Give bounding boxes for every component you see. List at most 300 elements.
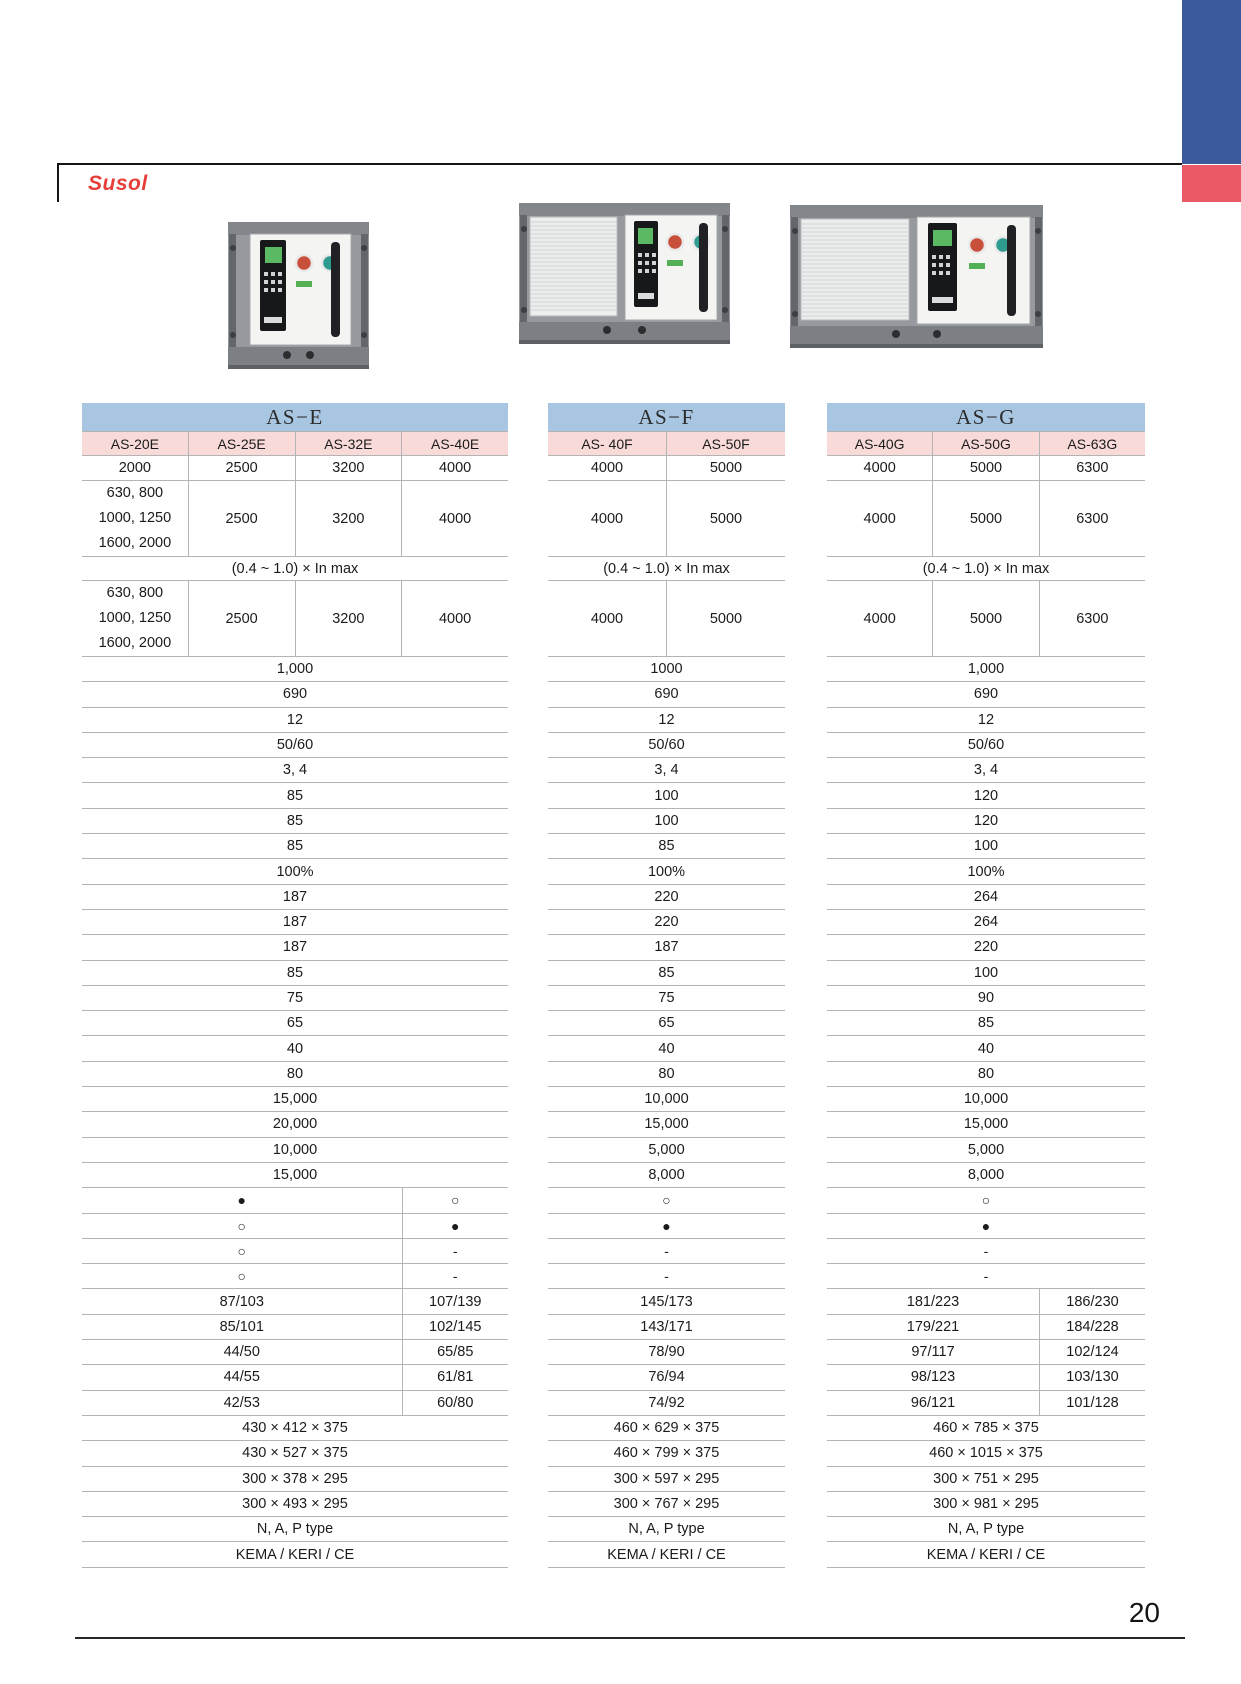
dimension-value: 430 × 527 × 375 [242, 1445, 348, 1462]
availability-cell-row [82, 1264, 508, 1289]
spec-row [827, 910, 1145, 935]
table-title-row [548, 403, 785, 432]
frame-current-row [548, 456, 785, 481]
spec-row [82, 1062, 508, 1087]
loss-value-cell: 42/53 [223, 1394, 260, 1411]
model-header: AS-20E [110, 435, 159, 452]
corner-accent-red [1182, 165, 1241, 202]
rated-current-row [82, 481, 508, 557]
spec-row [82, 809, 508, 834]
spec-row [82, 885, 508, 910]
spec-row [827, 657, 1145, 682]
spec-value: 264 [973, 914, 999, 931]
brand-logo: Susol [88, 172, 148, 195]
spec-row [82, 1138, 508, 1163]
spec-row [82, 935, 508, 960]
dimension-row [82, 1441, 508, 1466]
spec-row [82, 859, 508, 884]
dimension-row [827, 1416, 1145, 1441]
spec-row [827, 682, 1145, 707]
loss-value-cell: 44/55 [223, 1369, 260, 1386]
loss-value-cell-row [827, 1289, 1145, 1314]
rated-current-cell: 5000 [666, 481, 785, 556]
spec-row [548, 986, 785, 1011]
loss-value-cell: 145/173 [640, 1293, 693, 1310]
spec-value: 8,000 [648, 1167, 685, 1184]
spec-value: 75 [658, 990, 675, 1006]
dimension-value: 300 × 597 × 295 [613, 1470, 720, 1487]
model-header: AS-40G [854, 435, 905, 452]
availability-cell: - [664, 1242, 669, 1259]
spec-row [827, 733, 1145, 758]
frame-current-cell: 4000 [401, 456, 508, 480]
spec-value: 20,000 [272, 1116, 318, 1133]
setting-range-cell: (0.4 ~ 1.0) × In max [231, 560, 359, 577]
spec-row [548, 733, 785, 758]
spec-row [548, 657, 785, 682]
current-range-line: 1600, 2000 [98, 535, 172, 551]
frame-current-cell: 5000 [932, 456, 1038, 480]
model-header: AS-50F [666, 432, 785, 455]
availability-cell: ○ [981, 1192, 991, 1209]
spec-row [827, 783, 1145, 808]
spec-value: 220 [973, 939, 999, 956]
loss-value-cell-row [827, 1365, 1145, 1390]
current-range-line: 1000, 1250 [98, 510, 172, 526]
table-title: AS−E [266, 404, 324, 429]
product-photo-as-f [516, 197, 733, 353]
loss-value-cell: 186/230 [1039, 1289, 1145, 1313]
spec-row [548, 708, 785, 733]
spec-row [827, 885, 1145, 910]
dimension-row [827, 1441, 1145, 1466]
dimension-value: 300 × 493 × 295 [242, 1495, 348, 1512]
model-header: AS-63G [1039, 432, 1145, 455]
loss-value-cell: 102/124 [1039, 1340, 1145, 1364]
spec-value: 220 [654, 914, 679, 931]
table-title-row [827, 403, 1145, 432]
current-range-cell [82, 581, 188, 656]
spec-value: 85 [977, 1015, 995, 1032]
spec-row [827, 1036, 1145, 1061]
spec-value: 3, 4 [654, 762, 679, 779]
setting-range-row [827, 557, 1145, 581]
dimension-value: 300 × 378 × 295 [242, 1470, 348, 1487]
dimension-value: 460 × 1015 × 375 [929, 1445, 1043, 1462]
loss-value-cell: 60/80 [402, 1391, 509, 1415]
rated-current-cell: 4000 [401, 581, 508, 656]
spec-row [548, 1062, 785, 1087]
spec-value: 690 [973, 686, 999, 703]
spec-row [82, 1087, 508, 1112]
rated-current-row [548, 481, 785, 557]
availability-cell-row [548, 1264, 785, 1289]
availability-cell: - [983, 1268, 989, 1285]
spec-value: 100 [654, 812, 679, 829]
spec-value: 85 [658, 838, 675, 855]
dimension-row [548, 1492, 785, 1517]
spec-value: 40 [658, 1040, 675, 1057]
spec-row [827, 935, 1145, 960]
loss-value-cell-row [548, 1340, 785, 1365]
spec-row [82, 682, 508, 707]
availability-cell-row [827, 1214, 1145, 1239]
loss-value-cell: 181/223 [906, 1293, 960, 1310]
model-header: AS-25E [188, 432, 295, 455]
loss-value-cell: 184/228 [1039, 1315, 1145, 1339]
cert-value: KEMA / KERI / CE [607, 1546, 726, 1563]
availability-cell: ○ [237, 1268, 246, 1285]
spec-value: 80 [286, 1065, 304, 1082]
header-rule [57, 163, 1182, 165]
spec-row [548, 682, 785, 707]
availability-cell-row [827, 1264, 1145, 1289]
loss-value-cell: 143/171 [640, 1318, 693, 1335]
rated-current-cell: 4000 [863, 510, 896, 527]
spec-row [827, 708, 1145, 733]
availability-cell: - [402, 1239, 509, 1263]
spec-value: 1,000 [276, 661, 314, 678]
spec-value: 187 [282, 888, 308, 905]
frame-current-cell: 4000 [590, 460, 624, 476]
spec-value: 15,000 [963, 1116, 1009, 1133]
spec-row [827, 961, 1145, 986]
setting-range-row [548, 557, 785, 581]
availability-cell-row [82, 1188, 508, 1213]
availability-cell: - [664, 1268, 669, 1285]
spec-row [827, 1163, 1145, 1188]
availability-cell: ○ [662, 1192, 671, 1209]
model-header-row [548, 432, 785, 456]
table-title: AS−G [956, 404, 1016, 429]
setting-range-cell: (0.4 ~ 1.0) × In max [603, 560, 730, 577]
spec-row [82, 758, 508, 783]
current-range-line: 630, 800 [106, 485, 164, 501]
spec-value: 10,000 [644, 1091, 689, 1108]
spec-value: 65 [286, 1015, 304, 1032]
spec-value: 1000 [650, 661, 683, 678]
rated-current-cell: 2500 [188, 481, 295, 556]
rated-current-cell: 4000 [590, 610, 624, 627]
loss-value-cell-row [82, 1391, 508, 1416]
spec-value: 690 [654, 686, 679, 703]
availability-cell: ○ [237, 1242, 246, 1259]
spec-value: 100% [647, 863, 686, 880]
dimension-row [548, 1416, 785, 1441]
loss-value-cell: 102/145 [402, 1315, 509, 1339]
cert-row [827, 1542, 1145, 1567]
dimension-value: 300 × 751 × 295 [933, 1470, 1039, 1487]
loss-value-cell: 101/128 [1039, 1391, 1145, 1415]
spec-value: 65 [658, 1015, 675, 1032]
rated-current-row [548, 581, 785, 657]
spec-row [548, 961, 785, 986]
spec-row [827, 809, 1145, 834]
loss-value-cell: 44/50 [223, 1344, 260, 1361]
spec-value: 15,000 [272, 1091, 318, 1108]
spec-row [82, 1036, 508, 1061]
availability-cell-row [82, 1214, 508, 1239]
availability-cell: - [983, 1242, 989, 1259]
table-title: AS−F [638, 404, 695, 429]
spec-row [548, 859, 785, 884]
availability-cell-row [548, 1239, 785, 1264]
availability-cell: ● [237, 1192, 246, 1209]
type-row [82, 1517, 508, 1542]
frame-current-row [82, 456, 508, 481]
spec-value: 100% [276, 863, 314, 880]
spec-value: 100% [967, 863, 1005, 880]
spec-value: 5,000 [648, 1141, 685, 1158]
current-range-cell [82, 481, 188, 556]
dimension-row [82, 1492, 508, 1517]
availability-cell: ○ [237, 1217, 246, 1234]
setting-range-row [82, 557, 508, 581]
availability-cell: ● [981, 1217, 991, 1234]
rated-current-cell: 4000 [863, 610, 896, 627]
spec-value: 3, 4 [973, 762, 999, 779]
spec-row [82, 1011, 508, 1036]
spec-value: 90 [977, 990, 995, 1006]
spec-row [82, 834, 508, 859]
spec-value: 690 [282, 686, 308, 703]
spec-value: 3, 4 [282, 762, 308, 779]
availability-cell: - [402, 1264, 509, 1288]
spec-row [548, 910, 785, 935]
rated-current-cell: 3200 [295, 481, 402, 556]
page-number: 20 [1128, 1597, 1160, 1628]
rated-current-cell: 6300 [1039, 481, 1145, 556]
product-photo-as-e [225, 216, 372, 378]
spec-value: 10,000 [963, 1091, 1009, 1108]
spec-row [82, 708, 508, 733]
loss-value-cell-row [548, 1391, 785, 1416]
type-row [548, 1517, 785, 1542]
loss-value-cell: 65/85 [402, 1340, 509, 1364]
rated-current-cell: 4000 [401, 481, 508, 556]
spec-row [82, 910, 508, 935]
type-value: N, A, P type [256, 1521, 334, 1538]
current-range-line: 630, 800 [106, 585, 164, 601]
spec-row [82, 961, 508, 986]
spec-row [827, 1062, 1145, 1087]
frame-current-cell: 2000 [118, 460, 151, 476]
loss-value-cell: 97/117 [911, 1344, 955, 1361]
spec-value: 100 [973, 964, 999, 981]
loss-value-cell: 76/94 [648, 1369, 685, 1386]
type-value: N, A, P type [628, 1521, 705, 1538]
model-header-row [82, 432, 508, 456]
spec-row [827, 859, 1145, 884]
spec-row [827, 1087, 1145, 1112]
model-header-row [827, 432, 1145, 456]
spec-row [548, 758, 785, 783]
spec-row [548, 935, 785, 960]
spec-row [827, 834, 1145, 859]
frame-current-cell: 4000 [863, 460, 896, 476]
frame-current-cell: 6300 [1039, 456, 1145, 480]
spec-row [548, 885, 785, 910]
dimension-row [827, 1467, 1145, 1492]
frame-current-cell: 3200 [295, 456, 402, 480]
frame-current-row [827, 456, 1145, 481]
loss-value-cell-row [548, 1365, 785, 1390]
model-header: AS- 40F [581, 435, 633, 452]
dimension-row [827, 1492, 1145, 1517]
rated-current-cell: 5000 [932, 581, 1038, 656]
availability-cell-row [82, 1239, 508, 1264]
frame-current-cell: 2500 [188, 456, 295, 480]
loss-value-cell: 61/81 [402, 1365, 509, 1389]
rated-current-row [827, 481, 1145, 557]
spec-row [548, 1036, 785, 1061]
spec-value: 15,000 [644, 1116, 689, 1133]
table-as-g [827, 403, 1145, 1568]
footer-rule [75, 1637, 1185, 1639]
dimension-value: 430 × 412 × 375 [242, 1420, 348, 1437]
spec-row [548, 1087, 785, 1112]
cert-row [82, 1542, 508, 1567]
loss-value-cell: 107/139 [402, 1289, 509, 1313]
spec-value: 100 [973, 838, 999, 855]
loss-value-cell: 103/130 [1039, 1365, 1145, 1389]
spec-value: 85 [658, 964, 675, 981]
loss-value-cell-row [82, 1340, 508, 1365]
spec-row [82, 1112, 508, 1137]
spec-value: 187 [282, 914, 308, 931]
spec-row [548, 1011, 785, 1036]
spec-row [82, 986, 508, 1011]
spec-value: 187 [654, 939, 679, 956]
spec-value: 85 [286, 964, 304, 981]
spec-value: 85 [286, 812, 304, 829]
spec-value: 264 [973, 888, 999, 905]
rated-current-cell: 3200 [295, 581, 402, 656]
dimension-row [548, 1441, 785, 1466]
dimension-value: 460 × 785 × 375 [933, 1420, 1039, 1437]
spec-value: 15,000 [272, 1167, 318, 1184]
spec-row [827, 1138, 1145, 1163]
model-header: AS-32E [295, 432, 402, 455]
dimension-row [82, 1467, 508, 1492]
spec-value: 10,000 [272, 1141, 318, 1158]
loss-value-cell-row [548, 1289, 785, 1314]
setting-range-cell: (0.4 ~ 1.0) × In max [922, 560, 1050, 577]
loss-value-cell-row [827, 1315, 1145, 1340]
loss-value-cell: 74/92 [648, 1394, 685, 1411]
spec-value: 75 [286, 990, 304, 1006]
loss-value-cell: 85/101 [219, 1318, 264, 1335]
loss-value-cell: 96/121 [910, 1394, 956, 1411]
rated-current-cell: 5000 [666, 581, 785, 656]
dimension-value: 300 × 981 × 295 [933, 1495, 1039, 1512]
loss-value-cell-row [827, 1340, 1145, 1365]
spec-value: 12 [977, 711, 995, 728]
spec-row [82, 783, 508, 808]
spec-value: 85 [286, 838, 304, 855]
spec-value: 12 [286, 711, 304, 728]
cert-row [548, 1542, 785, 1567]
spec-value: 50/60 [967, 737, 1005, 754]
loss-value-cell: 98/123 [910, 1369, 956, 1386]
availability-cell-row [827, 1188, 1145, 1213]
spec-value: 120 [973, 812, 999, 829]
rated-current-row [827, 581, 1145, 657]
spec-value: 1,000 [967, 661, 1005, 678]
availability-cell-row [827, 1239, 1145, 1264]
cert-value: KEMA / KERI / CE [926, 1546, 1046, 1563]
type-row [827, 1517, 1145, 1542]
spec-value: 80 [658, 1065, 675, 1082]
loss-value-cell-row [82, 1289, 508, 1314]
spec-row [82, 1163, 508, 1188]
spec-row [548, 783, 785, 808]
dimension-value: 300 × 767 × 295 [613, 1495, 720, 1512]
current-range-line: 1600, 2000 [98, 635, 172, 651]
rated-current-cell: 4000 [590, 510, 624, 527]
spec-row [82, 733, 508, 758]
spec-value: 80 [977, 1065, 995, 1082]
frame-current-cell: 5000 [666, 456, 785, 480]
type-value: N, A, P type [947, 1521, 1025, 1538]
spec-value: 120 [973, 787, 999, 804]
loss-value-cell: 87/103 [219, 1293, 264, 1310]
current-range-line: 1000, 1250 [98, 610, 172, 626]
availability-cell: ○ [402, 1188, 509, 1212]
header-rule-tick [57, 163, 59, 202]
spec-row [827, 1011, 1145, 1036]
corner-accent-blue [1182, 0, 1241, 164]
spec-value: 8,000 [967, 1167, 1005, 1184]
spec-row [827, 986, 1145, 1011]
spec-row [548, 1138, 785, 1163]
loss-value-cell-row [548, 1315, 785, 1340]
spec-value: 50/60 [276, 737, 314, 754]
spec-row [827, 1112, 1145, 1137]
loss-value-cell: 179/221 [906, 1318, 960, 1335]
loss-value-cell-row [82, 1365, 508, 1390]
spec-value: 12 [658, 711, 675, 728]
dimension-row [548, 1467, 785, 1492]
spec-value: 220 [654, 888, 679, 905]
spec-row [548, 1163, 785, 1188]
dimension-value: 460 × 629 × 375 [613, 1420, 720, 1437]
rated-current-cell: 6300 [1039, 581, 1145, 656]
availability-cell: ● [402, 1214, 509, 1238]
product-photo-as-g [787, 199, 1046, 357]
spec-value: 5,000 [967, 1141, 1005, 1158]
table-title-row [82, 403, 508, 432]
dimension-value: 460 × 799 × 375 [613, 1445, 720, 1462]
spec-row [827, 758, 1145, 783]
spec-row [548, 809, 785, 834]
availability-cell-row [548, 1188, 785, 1213]
spec-value: 100 [654, 787, 679, 804]
rated-current-row [82, 581, 508, 657]
model-header: AS-40E [401, 432, 508, 455]
rated-current-cell: 2500 [188, 581, 295, 656]
loss-value-cell: 78/90 [648, 1344, 685, 1361]
availability-cell: ● [662, 1217, 671, 1234]
rated-current-cell: 5000 [932, 481, 1038, 556]
spec-value: 85 [286, 787, 304, 804]
cert-value: KEMA / KERI / CE [235, 1546, 355, 1563]
availability-cell-row [548, 1214, 785, 1239]
spec-value: 40 [286, 1040, 304, 1057]
table-as-f [548, 403, 785, 1568]
dimension-row [82, 1416, 508, 1441]
spec-row [548, 1112, 785, 1137]
